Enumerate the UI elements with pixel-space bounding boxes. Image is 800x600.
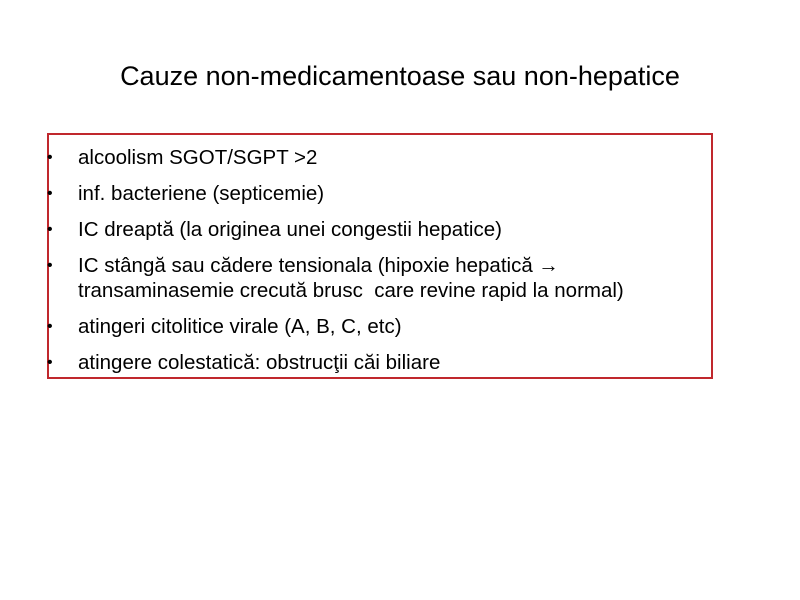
- list-item-text-continuation: transaminasemie crecută brusc care revine rapid la normal): [78, 279, 624, 302]
- list-item: [47, 144, 767, 171]
- list-item: [47, 313, 767, 340]
- bullet-icon: •: [47, 221, 53, 238]
- list-item: [47, 252, 767, 304]
- list-item-text: IC stângă sau cădere tensionala (hipoxie hepatică →: [78, 254, 559, 277]
- list-item-text: atingere colestatică: obstrucţii căi biliare: [78, 351, 441, 374]
- list-item: [47, 216, 767, 243]
- bullet-icon: •: [47, 185, 53, 202]
- list-item-text: IC dreaptă (la originea unei congestii hepatice): [78, 218, 502, 241]
- list-item: [47, 349, 767, 376]
- list-item-text: atingeri citolitice virale (A, B, C, etc): [78, 315, 402, 338]
- bullet-icon: •: [47, 257, 53, 274]
- list-item-text: alcoolism SGOT/SGPT >2: [78, 146, 318, 169]
- list-item: [47, 180, 767, 207]
- slide-title: Cauze non-medicamentoase sau non-hepatice: [120, 61, 680, 91]
- bullet-icon: •: [47, 354, 53, 371]
- list-item-text: inf. bacteriene (septicemie): [78, 182, 325, 205]
- bullet-icon: •: [47, 149, 53, 166]
- bullet-icon: •: [47, 318, 53, 335]
- bullet-list: [47, 144, 767, 385]
